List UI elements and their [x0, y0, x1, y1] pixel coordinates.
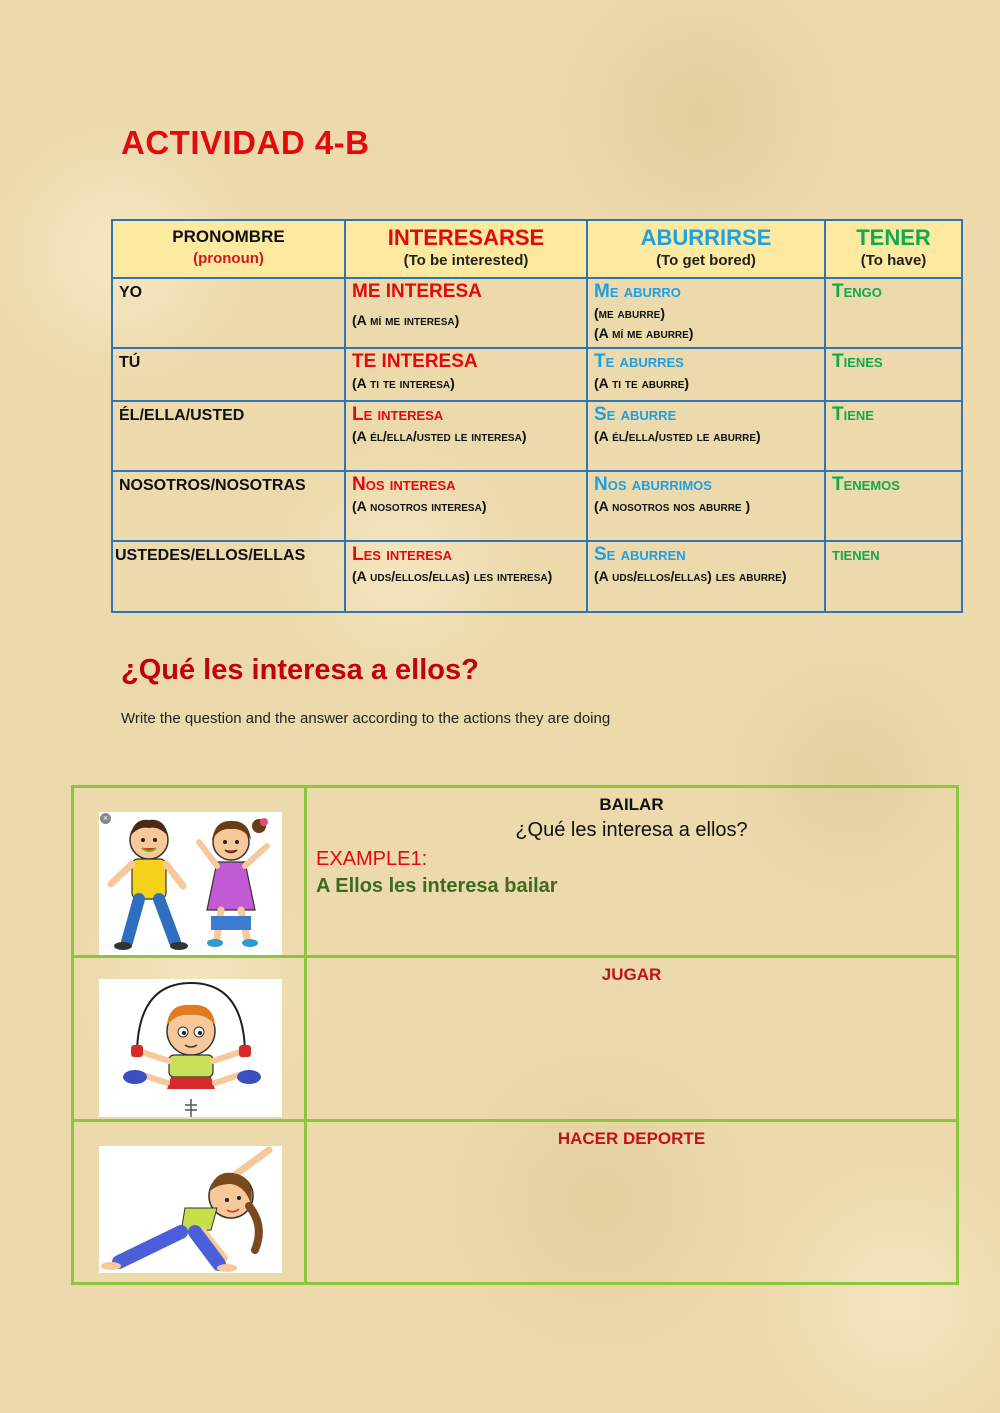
- exercise-image-cell: [73, 1121, 306, 1284]
- header-pronoun-label: PRONOMBRE: [172, 227, 285, 246]
- aburrirse-gloss: (me aburre): [594, 305, 665, 321]
- interesarse-cell: [345, 278, 587, 348]
- page-title: ACTIVIDAD 4-B: [121, 124, 370, 161]
- aburrirse-form: Nos aburrimos: [594, 474, 712, 495]
- table-row: [112, 278, 962, 348]
- interesarse-form: Le interesa: [352, 404, 444, 425]
- interesarse-form: TE INTERESA: [352, 351, 478, 372]
- aburrirse-gloss: (A ti te aburre): [594, 375, 690, 391]
- interesarse-cell: [345, 348, 587, 401]
- exercise-verb: HACER DEPORTE: [557, 1129, 706, 1148]
- aburrirse-form: Se aburre: [594, 404, 677, 425]
- interesarse-cell: [345, 401, 587, 471]
- exercise-table: [71, 785, 959, 1285]
- girl-stretching-image: [99, 1146, 282, 1273]
- interesarse-form: Les interesa: [352, 544, 452, 565]
- exercise-question: ¿Qué les interesa a ellos?: [515, 819, 748, 841]
- tener-form: Tienes: [832, 351, 883, 372]
- exercise-verb: JUGAR: [601, 965, 662, 984]
- aburrirse-cell: [587, 401, 825, 471]
- close-icon[interactable]: ×: [100, 813, 111, 824]
- table-row: [112, 348, 962, 401]
- header-pronoun: [112, 220, 345, 278]
- interesarse-gloss: (A él/ella/usted le interesa): [352, 428, 527, 444]
- instructions: Write the question and the answer according to the actions they are doing: [121, 710, 611, 727]
- tener-cell: [825, 401, 962, 471]
- tener-form: tienen: [832, 544, 880, 565]
- aburrirse-gloss-2: (A mí me aburre): [594, 325, 694, 341]
- exercise-content-cell: [306, 787, 958, 957]
- tener-form: Tiene: [832, 404, 874, 425]
- header-pronoun-sub: (pronoun): [193, 250, 264, 267]
- aburrirse-form: Se aburren: [594, 544, 686, 565]
- pronoun-cell: ÉL/ELLA/USTED: [112, 401, 345, 471]
- header-aburrirse: [587, 220, 825, 278]
- tener-cell: [825, 471, 962, 541]
- exercise-image-cell: [73, 787, 306, 957]
- tener-cell: [825, 348, 962, 401]
- exercise-content-cell: [306, 957, 958, 1121]
- pronoun-cell: TÚ: [112, 348, 345, 401]
- boy-jumping-rope-image: [99, 979, 282, 1117]
- kids-dancing-image: [99, 812, 282, 955]
- header-aburrirse-sub: (To get bored): [656, 252, 756, 269]
- header-interesarse-sub: (To be interested): [403, 252, 529, 269]
- exercise-image-cell: [73, 957, 306, 1121]
- conjugation-table: [111, 219, 963, 613]
- aburrirse-form: Te aburres: [594, 351, 684, 372]
- aburrirse-gloss: (A nosotros nos aburre ): [594, 498, 751, 514]
- interesarse-gloss: (A ti te interesa): [352, 375, 455, 391]
- conjugation-header-row: [112, 220, 962, 278]
- table-row: [112, 401, 962, 471]
- header-tener: [825, 220, 962, 278]
- aburrirse-form: Me aburro: [594, 281, 681, 302]
- tener-cell: [825, 541, 962, 612]
- example-answer: A Ellos les interesa bailar: [316, 875, 558, 897]
- interesarse-cell: [345, 471, 587, 541]
- pronoun-cell: YO: [112, 278, 345, 348]
- pronoun-cell: NOSOTROS/NOSOTRAS: [112, 471, 345, 541]
- interesarse-gloss: (A mí me interesa): [352, 312, 460, 328]
- header-tener-label: TENER: [856, 225, 931, 250]
- aburrirse-gloss: (A uds/ellos/ellas) les aburre): [594, 568, 787, 584]
- exercise-content-cell: [306, 1121, 958, 1284]
- aburrirse-cell: [587, 471, 825, 541]
- interesarse-cell: [345, 541, 587, 612]
- tener-cell: [825, 278, 962, 348]
- interesarse-form: Nos interesa: [352, 474, 456, 495]
- exercise-row: [73, 1121, 958, 1284]
- aburrirse-cell: [587, 278, 825, 348]
- table-row: [112, 541, 962, 612]
- exercise-verb: BAILAR: [599, 795, 664, 814]
- header-interesarse-label: INTERESARSE: [387, 225, 545, 250]
- pronoun-cell: USTEDES/ELLOS/ELLAS: [112, 541, 345, 612]
- header-interesarse: [345, 220, 587, 278]
- interesarse-form: ME INTERESA: [352, 281, 482, 302]
- header-tener-sub: (To have): [860, 252, 927, 269]
- aburrirse-cell: [587, 541, 825, 612]
- header-aburrirse-label: ABURRIRSE: [640, 225, 772, 250]
- interesarse-gloss: (A uds/ellos/ellas) les interesa): [352, 568, 553, 584]
- example-label: EXAMPLE1:: [316, 848, 428, 870]
- aburrirse-cell: [587, 348, 825, 401]
- interesarse-gloss: (A nosotros interesa): [352, 498, 487, 514]
- tener-form: Tengo: [832, 281, 882, 302]
- tener-form: Tenemos: [832, 474, 900, 495]
- exercise-row: [73, 957, 958, 1121]
- section-heading: ¿Qué les interesa a ellos?: [121, 654, 479, 686]
- table-row: [112, 471, 962, 541]
- exercise-row: [73, 787, 958, 957]
- aburrirse-gloss: (A él/ella/usted le aburre): [594, 428, 761, 444]
